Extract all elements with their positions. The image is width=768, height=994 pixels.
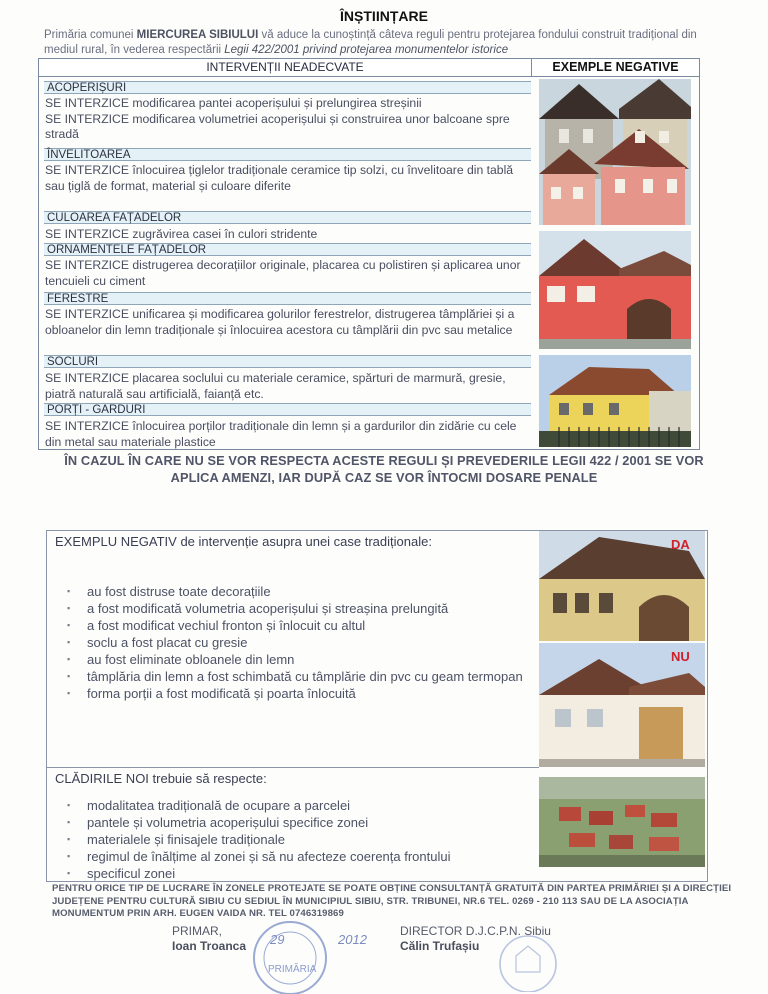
list-item: ▪ materialele și finisajele tradiționale — [67, 831, 537, 848]
gates-line-1: SE INTERZICE înlocuirea porților tradiționale din lemn și a gardurilor din zidărie cu cele din metal sau materiale plastice — [45, 419, 517, 449]
photo-roof-houses — [539, 79, 691, 225]
new-buildings-list — [67, 797, 537, 882]
mayor-name: Ioan Troanca — [172, 939, 247, 953]
directorate-seal — [488, 930, 568, 992]
section-body-roofing — [44, 163, 532, 194]
section-heading-plinths: SOCLURI — [44, 355, 531, 368]
law-reference: Legii 422/2001 privind protejarea monumentelor istorice — [224, 44, 509, 56]
legal-warning: ÎN CAZUL ÎN CARE NU SE VOR RESPECTA ACESTE REGULI ȘI PREVEDERILE LEGII 422 / 2001 SE VOR APLICA AMENZI, IAR DUPĂ CAZ SE VOR ÎNTOCMI DOSARE PENALE — [64, 453, 704, 485]
list-item: ▪ pantele și volumetria acoperișului specifice zonei — [67, 814, 537, 831]
section-body-roofs — [44, 96, 532, 143]
ornaments-line-1: SE INTERZICE distrugerea decorațiilor originale, placarea cu polistiren și aplicarea unor tencuieli cu ciment — [45, 258, 521, 288]
section-heading-gates-fences: PORȚI - GARDURI — [44, 403, 531, 416]
roofs-line-2: SE INTERZICE modificarea volumetriei acoperișului și construirea unor balcoane spre stradă — [45, 111, 510, 141]
negative-example-list — [67, 583, 537, 702]
section-heading-facade-ornaments: ORNAMENTELE FAȚADELOR — [44, 243, 531, 256]
list-item: ▪ regimul de înălțime al zonei și să nu afecteze coerența frontului — [67, 848, 537, 865]
date-year: 2012 — [338, 932, 367, 947]
plinths-line-1: SE INTERZICE placarea soclului cu materiale ceramice, spărturi de marmură, gresie, piatră naturală sau artificială, faianță etc. — [45, 371, 506, 401]
list-item: ▪ specificul zonei — [67, 865, 537, 882]
facade-color-line-1: SE INTERZICE zugrăvirea casei în culori stridente — [45, 227, 318, 241]
intro-paragraph — [44, 28, 724, 58]
header-negative-examples: EXEMPLE NEGATIVE — [532, 59, 699, 77]
section-heading-facade-color: CULOAREA FAȚADELOR — [44, 211, 531, 224]
director-role: DIRECTOR D.J.C.P.N. Sibiu — [400, 924, 551, 938]
section-heading-roofs: ACOPERIȘURI — [44, 81, 531, 94]
windows-line-1: SE INTERZICE unificarea și modificarea golurilor ferestrelor, distrugerea tâmplăriei și a obloanelor din lemn tradiționale și înlocuirea acestora cu tâmplării din pvc sau metalice — [45, 307, 515, 337]
list-item: ▪ tâmplăria din lemn a fost schimbată cu tâmplărie din pvc cu geam termopan — [67, 668, 537, 685]
intro-part1: Primăria comunei — [44, 29, 137, 41]
roofing-line-1: SE INTERZICE înlocuirea țiglelor tradiționale ceramice tip solzi, cu învelitoare din tablă sau țiglă de format, material și culoare diferite — [45, 163, 514, 193]
intro-part2: vă aduce la cunoștință câteva reguli pentru protejarea fondului construit tradițional din mediul rural, în vederea respectării — [44, 29, 697, 56]
photo-traditional-house-yes — [539, 531, 705, 641]
official-stamp — [238, 914, 342, 994]
section-body-gates-fences — [44, 419, 532, 450]
section-body-facade-color — [44, 227, 532, 243]
list-item: ▪ a fost modificat vechiul fronton și înlocuit cu altul — [67, 617, 537, 634]
examples-box — [46, 530, 708, 882]
photo-red-facade-house — [539, 231, 691, 349]
date-day: 29 — [270, 932, 285, 947]
section-heading-roofing: ÎNVELITOAREA — [44, 148, 531, 161]
list-item: ▪ au fost eliminate obloanele din lemn — [67, 651, 537, 668]
section-body-facade-ornaments — [44, 258, 532, 289]
list-item: ▪ soclu a fost placat cu gresie — [67, 634, 537, 651]
list-item: ▪ au fost distruse toate decorațiile — [67, 583, 537, 600]
divider — [47, 767, 539, 768]
section-heading-windows: FERESTRE — [44, 292, 531, 305]
photo-village-aerial — [539, 777, 705, 867]
mayor-role: PRIMAR, — [172, 924, 223, 938]
photo-yellow-house-fence — [539, 355, 691, 447]
section-body-plinths — [44, 371, 532, 402]
header-interventions: INTERVENȚII NEADECVATE — [39, 59, 532, 77]
footer-consultancy-note: PENTRU ORICE TIP DE LUCRARE ÎN ZONELE PROTEJATE SE POATE OBȚINE CONSULTANȚĂ GRATUITĂ DIN PARTEA PRIMĂRIEI ȘI A DIRECȚIEI JUDEȚENE PENTRU CULTURĂ SIBIU CU SEDIUL ÎN MUNICIPIUL SIBIU, STR. TRIBUNEI, NR.6 TEL. 0269 - 210 113 SAU DE LA ASOCIAȚIA MONUMENTUM PRIN ARH. EUGEN VAIDA NR. TEL 0746319869 — [52, 883, 732, 919]
mayor-signature-block — [172, 924, 246, 954]
page-title: ÎNȘTIINȚARE — [340, 8, 428, 24]
negative-example-title: EXEMPLU NEGATIV de intervenție asupra unei case tradiționale: — [55, 534, 432, 549]
new-buildings-title: CLĂDIRILE NOI trebuie să respecte: — [55, 771, 267, 786]
interventions-table — [38, 58, 700, 450]
list-item: ▪ modalitatea tradițională de ocupare a parcelei — [67, 797, 537, 814]
commune-name: MIERCUREA SIBIULUI — [136, 29, 259, 41]
roofs-line-1: SE INTERZICE modificarea pantei acoperișului și prelungirea streșinii — [45, 96, 422, 110]
tag-yes: DA — [671, 537, 690, 552]
list-item: ▪ a fost modificată volumetria acoperișului și streașina prelungită — [67, 600, 537, 617]
photo-modified-house-no — [539, 643, 705, 767]
list-item: ▪ forma porții a fost modificată și poarta înlocuită — [67, 685, 537, 702]
director-name: Călin Trufașiu — [400, 939, 480, 953]
section-body-windows — [44, 307, 532, 338]
tag-no: NU — [671, 649, 690, 664]
stamp-text: PRIMĂRIA — [268, 964, 317, 975]
